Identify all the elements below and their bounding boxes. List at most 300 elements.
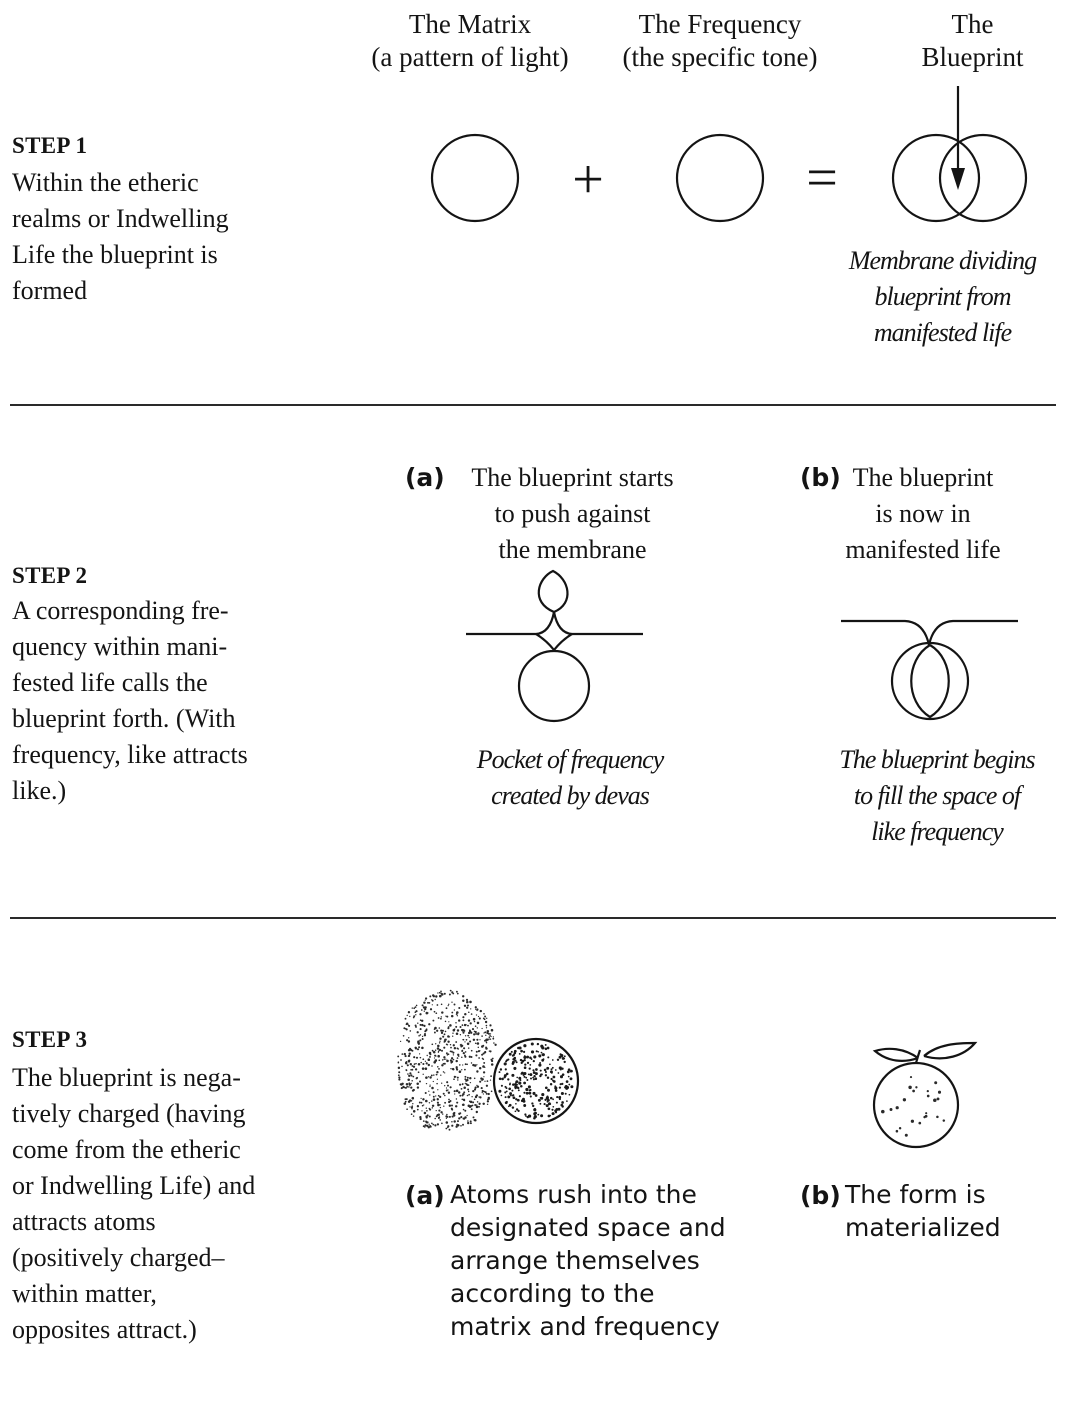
atom-cloud-dot (476, 1014, 477, 1015)
atom-cloud-dot (470, 1122, 472, 1124)
atom-cloud-dot (410, 1030, 412, 1032)
atom-cloud-dot (456, 1098, 457, 1099)
atom-dot (513, 1054, 515, 1056)
atom-dot (544, 1099, 546, 1101)
atom-cloud-dot (458, 1091, 460, 1093)
atom-dot (546, 1067, 549, 1070)
atom-cloud-dot (428, 1091, 429, 1092)
atom-cloud-dot (474, 1098, 476, 1100)
atom-cloud-dot (425, 1076, 428, 1079)
atom-cloud-dot (443, 1047, 445, 1049)
atom-cloud-dot (469, 1056, 471, 1058)
atom-cloud-dot (453, 1044, 455, 1046)
atom-cloud-dot (405, 1101, 407, 1103)
atom-cloud-dot (476, 1064, 477, 1065)
atom-dot (548, 1115, 551, 1118)
atom-cloud-dot (488, 1033, 490, 1035)
atom-cloud-dot (471, 1108, 473, 1110)
atom-dot (537, 1051, 539, 1053)
atom-cloud-dot (401, 1087, 403, 1089)
atom-cloud-dot (486, 1042, 487, 1043)
atom-cloud-dot (450, 1044, 451, 1045)
atom-cloud-dot (439, 995, 442, 998)
atom-cloud-dot (439, 992, 441, 994)
membrane-line-a (466, 612, 643, 634)
atom-cloud-dot (433, 1051, 436, 1054)
atom-cloud-dot (451, 1125, 453, 1127)
atom-cloud-dot (453, 1078, 455, 1080)
orange-peel-dot (881, 1110, 885, 1114)
atom-cloud-dot (457, 1079, 458, 1080)
atom-cloud-dot (449, 1024, 452, 1027)
atom-dot (544, 1069, 547, 1072)
atom-cloud-dot (423, 1001, 425, 1003)
atom-cloud-dot (471, 1013, 473, 1015)
atom-cloud-dot (473, 1116, 475, 1118)
atom-cloud-dot (491, 1063, 494, 1066)
atom-dot (545, 1071, 547, 1073)
atom-dot (548, 1107, 551, 1110)
atom-dot (541, 1052, 543, 1054)
atom-dot (552, 1067, 554, 1069)
atom-cloud-dot (432, 1004, 433, 1005)
atom-cloud-dot (433, 1061, 436, 1064)
atom-cloud-dot (426, 1062, 428, 1064)
atom-cloud-dot (486, 1093, 488, 1095)
atom-cloud-dot (440, 1018, 442, 1020)
atom-dot (552, 1112, 555, 1115)
atom-cloud-dot (398, 1061, 400, 1063)
atom-cloud-dot (429, 1076, 431, 1078)
atom-cloud-dot (406, 1063, 407, 1064)
atom-cloud-dot (423, 1074, 424, 1075)
atom-cloud-dot (436, 1030, 438, 1032)
atom-cloud-dot (451, 1012, 453, 1014)
atom-dot (569, 1094, 571, 1096)
atom-cloud-dot (466, 1063, 468, 1065)
atom-dot (511, 1074, 514, 1077)
atom-dot (519, 1046, 522, 1049)
atom-cloud-dot (432, 1124, 434, 1126)
step-3b-marker: (b) (800, 1181, 841, 1210)
atom-cloud-dot (408, 1086, 410, 1088)
atom-cloud-dot (484, 1018, 486, 1020)
atom-cloud-dot (409, 1016, 410, 1017)
atom-cloud-dot (445, 1031, 447, 1033)
atom-cloud-dot (484, 1040, 486, 1042)
atom-dot (498, 1090, 501, 1093)
atom-dot (525, 1077, 527, 1079)
atom-cloud-dot (405, 1069, 407, 1071)
atom-cloud-dot (443, 1093, 445, 1095)
atom-cloud-dot (435, 1059, 437, 1061)
atom-dot (550, 1097, 553, 1100)
atom-cloud-dot (451, 1060, 454, 1063)
atom-cloud-dot (432, 1000, 434, 1002)
atom-cloud-dot (412, 1076, 414, 1078)
atom-cloud-dot (446, 1118, 447, 1119)
atom-cloud-dot (464, 1076, 466, 1078)
atom-cloud-dot (426, 1125, 428, 1127)
atom-cloud-dot (482, 1058, 484, 1060)
atom-cloud-dot (408, 1040, 410, 1042)
atom-cloud-dot (427, 1055, 428, 1056)
atom-cloud-dot (444, 1059, 445, 1060)
atom-cloud-dot (462, 1019, 464, 1021)
atom-cloud-dot (468, 1091, 469, 1092)
orange-peel-dot (918, 1122, 921, 1125)
atom-cloud-dot (467, 1089, 469, 1091)
orange-peel-dot (925, 1112, 927, 1114)
orange-peel-dot (896, 1130, 899, 1133)
pocket-of-frequency (536, 634, 572, 650)
atom-cloud-dot (451, 1121, 453, 1123)
atom-cloud-dot (454, 1090, 456, 1092)
atom-cloud-dot (404, 1053, 406, 1055)
step-1-heading: STEP 1 (12, 133, 88, 158)
atom-cloud-dot (463, 1099, 465, 1101)
atom-dot (533, 1112, 536, 1115)
atom-cloud-dot (486, 1085, 488, 1087)
atom-dot (570, 1085, 573, 1088)
atom-cloud-dot (408, 1075, 410, 1077)
atom-dot (533, 1055, 536, 1058)
atom-cloud-dot (444, 1095, 446, 1097)
atom-dot (570, 1077, 573, 1080)
atom-cloud-dot (439, 1104, 440, 1105)
atom-cloud-dot (475, 1054, 477, 1056)
atom-dot (517, 1110, 519, 1112)
atom-cloud-dot (452, 1116, 454, 1118)
atom-cloud-dot (474, 1078, 476, 1080)
atom-dot (515, 1098, 517, 1100)
atom-cloud-dot (455, 1076, 456, 1077)
atom-cloud-dot (423, 1120, 425, 1122)
atom-cloud-dot (440, 1107, 441, 1108)
atom-dot (540, 1070, 542, 1072)
atom-cloud-dot (445, 1038, 447, 1040)
atom-dot (532, 1092, 535, 1095)
atom-cloud-dot (490, 1075, 492, 1077)
orange-peel-dot (936, 1116, 939, 1119)
orange-peel-dot (910, 1076, 912, 1078)
atom-cloud-dot (445, 1021, 447, 1023)
atom-dot (555, 1111, 557, 1113)
atom-cloud-dot (420, 1019, 422, 1021)
atom-cloud-dot (415, 1026, 417, 1028)
atom-cloud-dot (482, 1092, 483, 1093)
atom-cloud-dot (453, 1113, 455, 1115)
atom-cloud-dot (424, 1112, 427, 1115)
atom-cloud-dot (487, 1100, 489, 1102)
blueprint-bulge (539, 571, 568, 612)
atom-cloud-dot (408, 1082, 410, 1084)
atom-cloud-dot (421, 1024, 423, 1026)
atom-cloud-dot (444, 1063, 446, 1065)
atom-cloud-dot (450, 1100, 452, 1102)
atom-cloud-dot (444, 1102, 446, 1104)
atom-cloud-dot (456, 1011, 459, 1014)
orange-peel-dot (896, 1106, 899, 1109)
atom-cloud-dot (446, 1081, 448, 1083)
atom-cloud-dot (476, 1111, 478, 1113)
atom-dot (529, 1064, 531, 1066)
atom-cloud-dot (494, 1044, 496, 1046)
atom-cloud-dot (463, 1047, 465, 1049)
atom-cloud-dot (428, 1023, 430, 1025)
atom-cloud-dot (479, 1017, 481, 1019)
atom-cloud-dot (408, 1059, 410, 1061)
atom-dot (527, 1116, 529, 1118)
atom-dot (501, 1078, 504, 1081)
atom-cloud-dot (472, 1028, 474, 1030)
frequency-pocket-circle (519, 651, 589, 721)
atom-dot (535, 1068, 538, 1071)
atom-cloud-dot (445, 1015, 446, 1016)
atom-dot (532, 1105, 534, 1107)
atom-cloud-dot (476, 1039, 478, 1041)
atom-cloud-dot (408, 1011, 410, 1013)
atom-cloud-dot (457, 1047, 458, 1048)
atom-cloud-dot (441, 1050, 443, 1052)
atom-cloud-dot (437, 1047, 440, 1050)
atom-dot (509, 1104, 512, 1107)
atom-cloud-dot (468, 1094, 470, 1096)
atom-dot (512, 1083, 515, 1086)
atom-dot (555, 1069, 557, 1071)
atom-dot (533, 1060, 535, 1062)
atom-cloud-dot (472, 1090, 474, 1092)
atom-cloud-dot (409, 1053, 411, 1055)
atom-cloud-dot (426, 1108, 427, 1109)
atom-cloud-dot (478, 1047, 479, 1048)
atom-dot (547, 1089, 550, 1092)
atom-cloud-dot (475, 1042, 477, 1044)
atom-cloud-dot (450, 990, 452, 992)
atom-cloud-dot (431, 1100, 432, 1101)
atom-cloud-dot (405, 1087, 407, 1089)
atom-dot (512, 1106, 514, 1108)
atom-cloud-dot (422, 1038, 424, 1040)
blueprint-arrow-head (951, 168, 965, 190)
atom-cloud-dot (420, 1034, 422, 1036)
atom-cloud-dot (458, 1007, 460, 1009)
atom-cloud-dot (473, 1033, 475, 1035)
atom-cloud-dot (434, 1032, 436, 1034)
atom-dot (531, 1058, 533, 1060)
atom-cloud-dot (436, 1110, 437, 1111)
atom-cloud-dot (442, 1036, 444, 1038)
atom-cloud-dot (486, 1025, 488, 1027)
atom-cloud-dot (398, 1074, 400, 1076)
atom-dot (525, 1088, 528, 1091)
atom-cloud-dot (410, 1063, 412, 1065)
atom-cloud-dot (419, 1013, 421, 1015)
atom-dot (513, 1096, 516, 1099)
atom-dot (545, 1086, 548, 1089)
atom-cloud-dot (440, 1075, 441, 1076)
atom-cloud-dot (447, 1044, 448, 1045)
atom-cloud-dot (458, 1055, 460, 1057)
atom-cloud-dot (466, 999, 468, 1001)
atom-cloud-dot (486, 1018, 487, 1019)
atom-cloud-dot (446, 1060, 449, 1063)
atom-dot (509, 1092, 512, 1095)
atom-dot (533, 1108, 536, 1111)
atom-dot (539, 1103, 541, 1105)
atom-cloud-dot (467, 1095, 469, 1097)
atom-cloud-dot (481, 1028, 482, 1029)
atom-cloud-dot (456, 991, 458, 993)
atom-cloud-dot (451, 1015, 454, 1018)
atom-cloud-dot (465, 1063, 467, 1065)
atom-cloud-dot (465, 1083, 466, 1084)
atom-cloud-dot (441, 1032, 443, 1034)
atom-cloud-dot (484, 1016, 486, 1018)
atom-cloud-dot (437, 1102, 439, 1104)
atom-dot (514, 1059, 516, 1061)
atom-cloud-dot (410, 1083, 411, 1084)
atom-cloud-dot (413, 1089, 415, 1091)
atom-cloud-dot (420, 1057, 422, 1059)
atom-cloud-dot (429, 1056, 431, 1058)
atom-dot (505, 1096, 507, 1098)
atom-dot (515, 1110, 517, 1112)
atom-cloud-dot (474, 1104, 476, 1106)
atom-cloud-dot (453, 1029, 456, 1032)
atom-cloud-dot (451, 1057, 453, 1059)
atom-cloud-dot (430, 1008, 432, 1010)
atom-dot (538, 1099, 541, 1102)
atom-cloud-dot (437, 1114, 439, 1116)
atom-cloud-dot (410, 1074, 412, 1076)
atom-cloud-dot (423, 1104, 424, 1105)
atom-cloud-dot (476, 1106, 479, 1109)
step-2b-marker: (b) (800, 463, 841, 492)
atom-cloud-dot (411, 1113, 413, 1115)
atom-cloud-dot (429, 1052, 432, 1055)
atom-dot (511, 1090, 513, 1092)
atom-cloud-dot (435, 995, 437, 997)
atom-cloud-dot (477, 1101, 479, 1103)
atom-dot (540, 1097, 543, 1100)
atom-dot (551, 1068, 553, 1070)
atom-cloud-dot (489, 1038, 490, 1039)
atom-cloud-dot (435, 1050, 436, 1051)
atom-cloud-dot (458, 1117, 460, 1119)
atom-cloud-dot (421, 1009, 423, 1011)
step-3-heading: STEP 3 (12, 1027, 88, 1052)
atom-cloud-dot (476, 1094, 478, 1096)
atom-dot (541, 1046, 544, 1049)
atom-dot (565, 1085, 568, 1088)
atom-cloud-dot (413, 1115, 414, 1116)
atom-dot (500, 1068, 502, 1070)
atom-dot (528, 1092, 531, 1095)
atom-cloud-dot (452, 1032, 453, 1033)
atom-cloud-dot (477, 1033, 479, 1035)
atom-cloud-dot (444, 1072, 445, 1073)
atom-cloud-dot (455, 1022, 457, 1024)
atom-dot (544, 1103, 546, 1105)
atom-dot (516, 1077, 518, 1079)
atom-cloud-dot (440, 1049, 441, 1050)
atom-cloud-dot (422, 1098, 424, 1100)
frequency-circle (677, 135, 763, 221)
atom-cloud-dot (445, 1115, 447, 1117)
step-2-heading: STEP 2 (12, 563, 88, 588)
atom-cloud-dot (467, 1077, 469, 1079)
atom-cloud-dot (424, 1033, 426, 1035)
atom-dot (522, 1098, 525, 1101)
atom-cloud-dot (449, 1105, 451, 1107)
atom-dot (568, 1068, 571, 1071)
atom-dot (570, 1070, 573, 1073)
atom-cloud-dot (459, 1095, 461, 1097)
atom-dot (534, 1077, 537, 1080)
atom-cloud-dot (467, 1004, 469, 1006)
atom-cloud-dot (475, 1006, 477, 1008)
orange-peel-dot (903, 1098, 906, 1101)
atom-cloud-dot (429, 995, 431, 997)
atom-cloud-dot (437, 1066, 439, 1068)
atom-dot (514, 1057, 517, 1060)
atom-cloud-dot (421, 1047, 424, 1050)
atom-cloud-dot (432, 1107, 433, 1108)
atom-cloud-dot (407, 1078, 410, 1081)
atom-cloud-dot (462, 1124, 464, 1126)
atom-cloud-dot (461, 1098, 463, 1100)
atom-cloud-dot (488, 1098, 490, 1100)
atom-cloud-dot (412, 1097, 415, 1100)
atom-cloud-dot (485, 1021, 487, 1023)
atom-cloud-dot (426, 1122, 428, 1124)
atom-cloud-dot (439, 1027, 441, 1029)
atom-cloud-dot (477, 1086, 479, 1088)
atom-cloud-dot (464, 1069, 466, 1071)
atom-dot (531, 1042, 534, 1045)
atom-cloud-dot (446, 1114, 448, 1116)
atom-cloud-dot (459, 1070, 462, 1073)
atom-cloud-dot (454, 1004, 456, 1006)
atom-cloud-dot (483, 1093, 484, 1094)
atom-cloud-dot (478, 1016, 479, 1017)
atom-cloud-dot (473, 1039, 475, 1041)
atom-cloud-dot (460, 1125, 462, 1127)
atom-dot (512, 1062, 515, 1065)
atom-cloud-dot (448, 1026, 450, 1028)
atom-cloud-dot (412, 1103, 413, 1104)
orange-peel-dot (899, 1127, 901, 1129)
atom-dot (537, 1114, 539, 1116)
atom-cloud-dot (464, 1041, 465, 1042)
atom-dot (529, 1090, 531, 1092)
atom-cloud-dot (463, 1109, 465, 1111)
atom-cloud-dot (449, 1116, 451, 1118)
atom-cloud-dot (477, 1022, 480, 1025)
atom-cloud-dot (405, 1018, 407, 1020)
atom-cloud-dot (431, 1043, 433, 1045)
atom-dot (566, 1080, 569, 1083)
atom-dot (560, 1075, 563, 1078)
atom-cloud-dot (451, 1002, 452, 1003)
atom-cloud-dot (442, 1059, 444, 1061)
atom-dot (545, 1048, 548, 1051)
atom-cloud-dot (398, 1071, 400, 1073)
atom-cloud-dot (453, 1052, 454, 1053)
orange-peel-dot (925, 1115, 928, 1118)
atom-cloud-dot (484, 1081, 485, 1082)
